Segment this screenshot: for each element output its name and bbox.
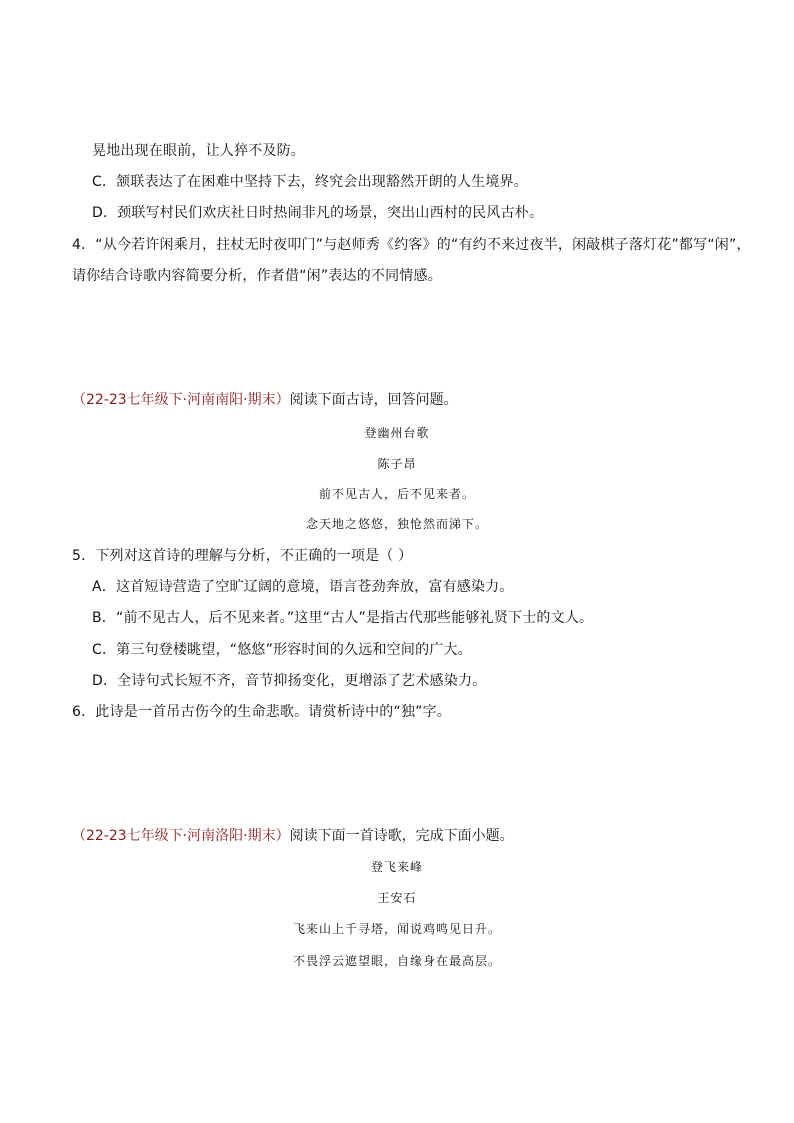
poem1-line2: 念天地之悠悠，独怆然而涕下。 — [305, 517, 488, 531]
section2-header — [72, 390, 458, 410]
q5-option-b: B．“前不见古人，后不见来者。”这里“古人”是指古代那些能够礼贤下士的文人。 — [92, 610, 594, 626]
poem2-line2: 不畏浮云遮望眼，自缘身在最高层。 — [292, 954, 501, 968]
q5-option-c: C．第三句登楼眺望，“悠悠”形容时间的久远和空间的广大。 — [92, 642, 472, 658]
section2-instruction: 阅读下面古诗，回答问题。 — [289, 392, 458, 408]
poem1-author: 陈子昂 — [377, 457, 417, 471]
q4-stem-line1: 4．“从今若许闲乘月，拄杖无时夜叩门”与赵师秀《约客》的“有约不来过夜半，闲敲棋子落灯花”都写“闲”， — [72, 237, 751, 253]
poem2-author: 王安石 — [377, 891, 417, 905]
q5-option-d: D．全诗句式长短不齐，音节抑扬变化，更增添了艺术感染力。 — [92, 673, 487, 689]
q4-stem-line2: 请你结合诗歌内容简要分析，作者借“闲”表达的不同情感。 — [72, 268, 442, 284]
q5-stem: 5．下列对这首诗的理解与分析，不正确的一项是（ ） — [72, 548, 413, 564]
section3-header — [72, 826, 514, 846]
poem1-title: 登幽州台歌 — [364, 426, 430, 440]
q6-stem: 6．此诗是一首吊古伤今的生命悲歌。请赏析诗中的“独”字。 — [72, 704, 452, 720]
q3-option-c: C．颔联表达了在困难中坚持下去，终究会出现豁然开朗的人生境界。 — [92, 174, 528, 190]
q3-option-d: D．颈联写村民们欢庆社日时热闹非凡的场景，突出山西村的民风古朴。 — [92, 205, 544, 221]
q3-text-continuation: 晃地出现在眼前，让人猝不及防。 — [92, 143, 305, 159]
poem1-line1: 前不见古人，后不见来者。 — [318, 487, 475, 501]
section3-instruction: 阅读下面一首诗歌，完成下面小题。 — [289, 828, 514, 844]
section3-source-tag: （22-23七年级下·河南洛阳·期末） — [72, 828, 290, 844]
poem2-line1: 飞来山上千寻塔，闻说鸡鸣见日升。 — [292, 922, 501, 936]
poem2-title: 登飞来峰 — [370, 860, 423, 874]
q5-option-a: A．这首短诗营造了空旷辽阔的意境，语言苍劲奔放，富有感染力。 — [92, 579, 514, 595]
section2-source-tag: （22-23七年级下·河南南阳·期末） — [72, 392, 290, 408]
